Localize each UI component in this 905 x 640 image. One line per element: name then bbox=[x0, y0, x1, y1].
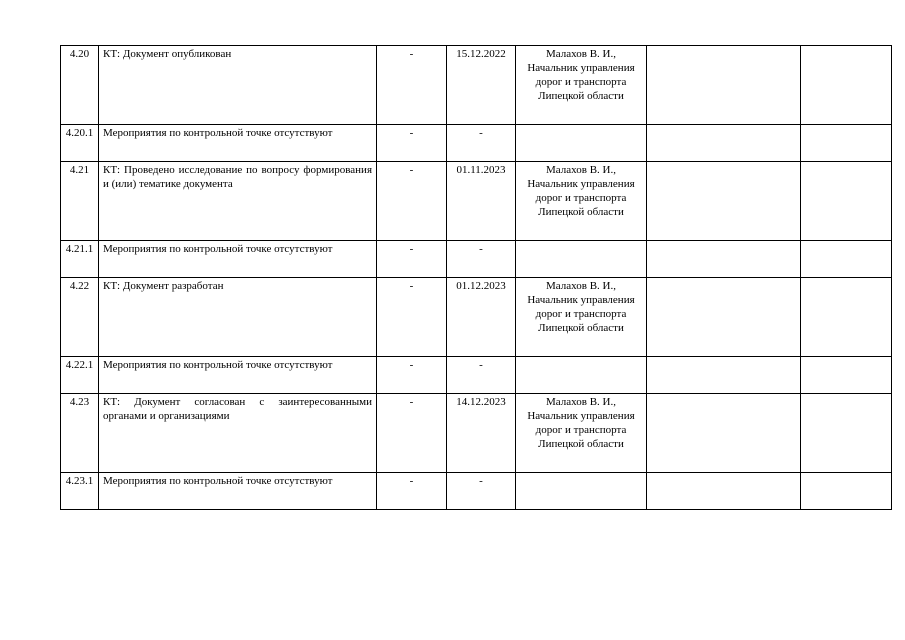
row-responsible bbox=[516, 241, 647, 278]
row-empty-cell bbox=[801, 394, 892, 473]
table-row bbox=[61, 162, 892, 241]
row-number: 4.22 bbox=[61, 278, 99, 357]
row-empty-cell bbox=[647, 162, 801, 241]
row-empty-cell bbox=[647, 357, 801, 394]
row-number: 4.21.1 bbox=[61, 241, 99, 278]
row-number: 4.22.1 bbox=[61, 357, 99, 394]
row-number: 4.23 bbox=[61, 394, 99, 473]
row-responsible: Малахов В. И., Начальник управления дорог и транспорта Липецкой области bbox=[516, 46, 647, 125]
row-responsible bbox=[516, 357, 647, 394]
row-description: КТ: Документ опубликован bbox=[99, 46, 377, 125]
table-row bbox=[61, 46, 892, 125]
row-description: Мероприятия по контрольной точке отсутствуют bbox=[99, 125, 377, 162]
row-date: - bbox=[447, 473, 516, 510]
row-number: 4.23.1 bbox=[61, 473, 99, 510]
row-responsible: Малахов В. И., Начальник управления дорог и транспорта Липецкой области bbox=[516, 162, 647, 241]
row-description: КТ: Проведено исследование по вопросу формирования и (или) тематике документа bbox=[99, 162, 377, 241]
table-row bbox=[61, 278, 892, 357]
row-responsible bbox=[516, 125, 647, 162]
table-row bbox=[61, 394, 892, 473]
row-description: КТ: Документ согласован с заинтересованными органами и организациями bbox=[99, 394, 377, 473]
row-responsible: Малахов В. И., Начальник управления дорог и транспорта Липецкой области bbox=[516, 394, 647, 473]
row-empty-cell bbox=[801, 473, 892, 510]
row-empty-cell bbox=[647, 473, 801, 510]
row-description: Мероприятия по контрольной точке отсутствуют bbox=[99, 241, 377, 278]
row-description: Мероприятия по контрольной точке отсутствуют bbox=[99, 357, 377, 394]
row-empty-cell bbox=[801, 162, 892, 241]
row-empty-cell bbox=[647, 241, 801, 278]
row-empty-cell bbox=[647, 278, 801, 357]
row-date: 01.12.2023 bbox=[447, 278, 516, 357]
row-number: 4.20 bbox=[61, 46, 99, 125]
row-number: 4.20.1 bbox=[61, 125, 99, 162]
row-empty-cell bbox=[647, 394, 801, 473]
row-value: - bbox=[377, 162, 447, 241]
table-row bbox=[61, 125, 892, 162]
row-date: 01.11.2023 bbox=[447, 162, 516, 241]
milestone-table bbox=[60, 45, 892, 510]
row-value: - bbox=[377, 278, 447, 357]
row-value: - bbox=[377, 125, 447, 162]
row-date: - bbox=[447, 125, 516, 162]
row-date: 15.12.2022 bbox=[447, 46, 516, 125]
row-value: - bbox=[377, 357, 447, 394]
row-description: Мероприятия по контрольной точке отсутствуют bbox=[99, 473, 377, 510]
row-empty-cell bbox=[647, 125, 801, 162]
table-row bbox=[61, 473, 892, 510]
table-row bbox=[61, 357, 892, 394]
row-date: - bbox=[447, 241, 516, 278]
row-value: - bbox=[377, 473, 447, 510]
row-empty-cell bbox=[801, 125, 892, 162]
row-description: КТ: Документ разработан bbox=[99, 278, 377, 357]
row-date: - bbox=[447, 357, 516, 394]
row-empty-cell bbox=[801, 241, 892, 278]
row-value: - bbox=[377, 46, 447, 125]
row-value: - bbox=[377, 394, 447, 473]
table-row bbox=[61, 241, 892, 278]
row-responsible: Малахов В. И., Начальник управления дорог и транспорта Липецкой области bbox=[516, 278, 647, 357]
row-empty-cell bbox=[647, 46, 801, 125]
row-empty-cell bbox=[801, 278, 892, 357]
row-date: 14.12.2023 bbox=[447, 394, 516, 473]
row-value: - bbox=[377, 241, 447, 278]
row-empty-cell bbox=[801, 46, 892, 125]
row-number: 4.21 bbox=[61, 162, 99, 241]
row-responsible bbox=[516, 473, 647, 510]
row-empty-cell bbox=[801, 357, 892, 394]
